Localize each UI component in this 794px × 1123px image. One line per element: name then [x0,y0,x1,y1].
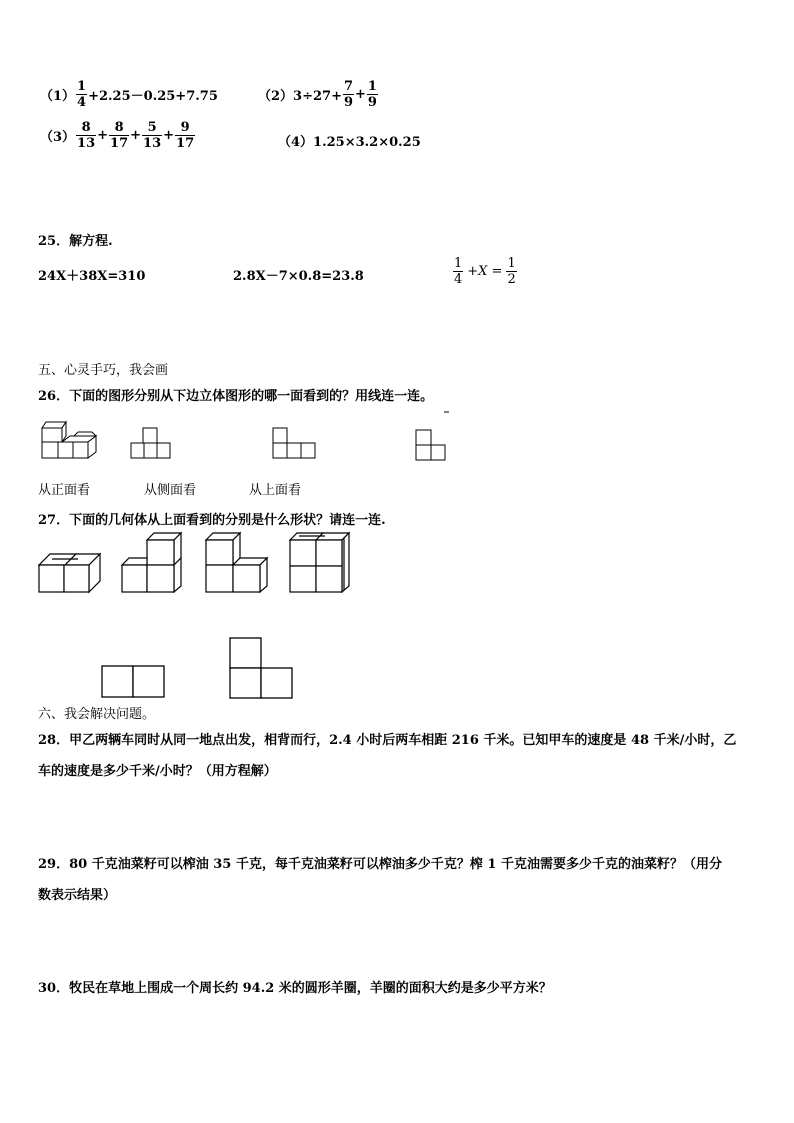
q26-label-front: 从正面看 [38,483,91,498]
q26-view-front [130,427,172,461]
section-six-heading: 六、我会解决问题。 [38,707,156,722]
q25-eq3-fraction2: $\frac{1}{2}$ [507,256,516,287]
q26-label-top: 从上面看 [249,483,302,498]
q24-p3-fraction1: $\frac{8}{13}$ [77,120,96,151]
q24-part4: （4）1.25×3.2×0.25 [278,135,421,150]
q26-view-side [272,427,318,461]
q25-eq3-middle: +X = [467,264,503,279]
q24-part3 [40,120,196,151]
plus-sign: + [163,128,175,143]
plus-sign: + [130,128,142,143]
q25-title: 25．解方程. [38,234,113,249]
q24-p1-rest: +2.25－0.25+7.75 [88,89,218,104]
q24-part1 [40,79,218,110]
q28-line1: 28．甲乙两辆车同时从同一地点出发，相背而行，2.4 小时后两车相距 216 千米。已知甲车的速度是 48 千米/小时，乙 [38,733,737,748]
q24-p2-plus: + [355,87,366,102]
q29-line2: 数表示结果） [38,888,117,903]
q25-equation2: 2.8X－7×0.8=23.8 [233,269,364,284]
q27-solid-4 [289,532,353,594]
plus-sign: + [97,128,109,143]
q24-p2-fraction1: $\frac{7}{9}$ [343,79,354,110]
q26-label-side: 从侧面看 [144,483,197,498]
q24-p3-fraction2: $\frac{8}{17}$ [110,120,129,151]
q24-p1-label: （1） [40,89,76,104]
q27-solid-2 [121,532,185,594]
q24-p3-label: （3） [40,130,76,145]
q27-title: 27．下面的几何体从上面看到的分别是什么形状？请连一连. [38,513,386,528]
q24-p3-fraction3: $\frac{5}{13}$ [143,120,162,151]
q30-line1: 30．牧民在草地上围成一个周长约 94.2 米的圆形羊圈，羊圈的面积大约是多少平方米？ [38,981,552,996]
q27-top-view-2 [228,636,294,700]
q25-eq3-fraction1: $\frac{1}{4}$ [454,256,463,287]
q25-equation3 [452,256,518,287]
q27-solid-3 [205,532,269,594]
q24-p2-fraction2: $\frac{1}{9}$ [367,79,377,110]
q26-view-top [414,410,450,464]
q27-solid-1 [38,548,102,594]
q26-title: 26．下面的图形分别从下边立体图形的哪一面看到的？用线连一连。 [38,389,434,404]
q24-p3-fraction4: $\frac{9}{17}$ [176,120,195,151]
q26-solid-figure [38,418,100,462]
q29-line1: 29．80 千克油菜籽可以榨油 35 千克，每千克油菜籽可以榨油多少千克？榨 1 千克油需要多少千克的油菜籽？（用分 [38,857,722,872]
q27-top-view-1 [100,664,166,700]
q24-part2 [258,79,379,110]
q24-p2-label: （2）3÷27+ [258,89,342,104]
q28-line2: 车的速度是多少千米/小时？（用方程解） [38,764,277,779]
section-five-heading: 五、心灵手巧，我会画 [38,363,169,378]
q25-equation1: 24X＋38X=310 [38,269,146,284]
q24-p1-fraction: $\frac{1}{4}$ [77,79,87,110]
